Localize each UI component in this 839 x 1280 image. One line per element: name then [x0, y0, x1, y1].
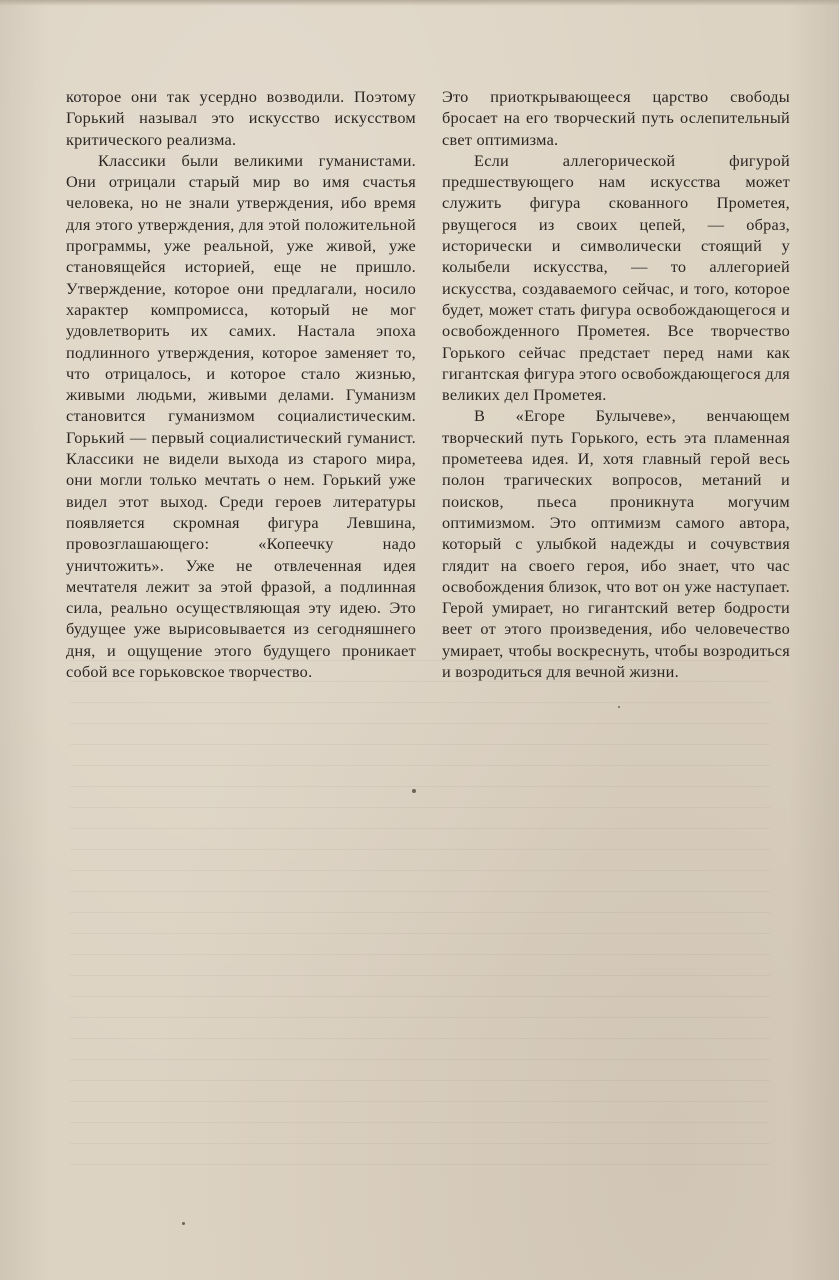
paper-speck [412, 789, 416, 793]
paragraph: Это приоткрывающееся царство свободы бросает на его творческий путь ослепительный свет оптимизма. [442, 87, 790, 149]
paragraph: Классики были великими гуманистами. Они отрицали старый мир во имя счастья человека, но не знали утверждения, ибо время для этого утверждения, для этой положительной программы, уже реальной, уже живой, уже становящейся историей, еще не пришло. Утверждение, которое они предлагали, носило характер компромисса, который не мог удовлетворить их самих. Настала эпоха подлинного утверждения, которое заменяет то, что отрицалось, и которое стало жизнью, живыми людьми, живыми делами. Гуманизм становится гуманизмом социалистическим. Горький — первый социалистический гуманист. Классики не видели выхода из старого мира, они могли только мечтать о нем. Горький уже видел этот выход. Среди героев литературы появляется скромная фигура Левшина, провозглашающего: «Копеечку надо уничтожить». Уже не отвлеченная идея мечтателя лежит за этой фразой, а подлинная сила, реально осуществляющая эту идею. Это будущее уже вырисовывается из сегодняшнего дня, и ощущение этого будущего проникает собой все горьковское творчество. [66, 150, 416, 682]
page-top-edge [0, 0, 839, 6]
paragraph: которое они так усердно возводили. Поэтому Горький называл это искусство искусством критического реализма. [66, 87, 416, 149]
bleed-through-text [70, 660, 770, 1180]
paragraph: Если аллегорической фигурой предшествующего нам искусства может служить фигура скованного Прометея, рвущегося из своих цепей, — образ, исторически и символически стоящий у колыбели искусства, — то аллегорией искусства, создаваемого сейчас, и того, которое будет, может стать фигура освобождающегося и освобожденного Прометея. Все творчество Горького сейчас предстает перед нами как гигантская фигура этого освобождающегося для великих дел Прометея. [442, 150, 790, 405]
paper-speck [618, 706, 620, 708]
paper-speck [182, 1222, 185, 1225]
paragraph: В «Егоре Булычеве», венчающем творческий путь Горького, есть эта пламенная прометеева идея. И, хотя главный герой весь полон трагических вопросов, метаний и поисков, пьеса проникнута могучим оптимизмом. Это оптимизм самого автора, который с улыбкой надежды и сочувствия глядит на своего героя, ибо знает, что час освобождения близок, что вот он уже наступает. Герой умирает, но гигантский ветер бодрости веет от этого произведения, ибо человечество умирает, чтобы воскреснуть, чтобы возродиться и возродиться для вечной жизни. [442, 406, 790, 682]
right-text-column [442, 86, 790, 682]
left-text-column [66, 86, 416, 682]
